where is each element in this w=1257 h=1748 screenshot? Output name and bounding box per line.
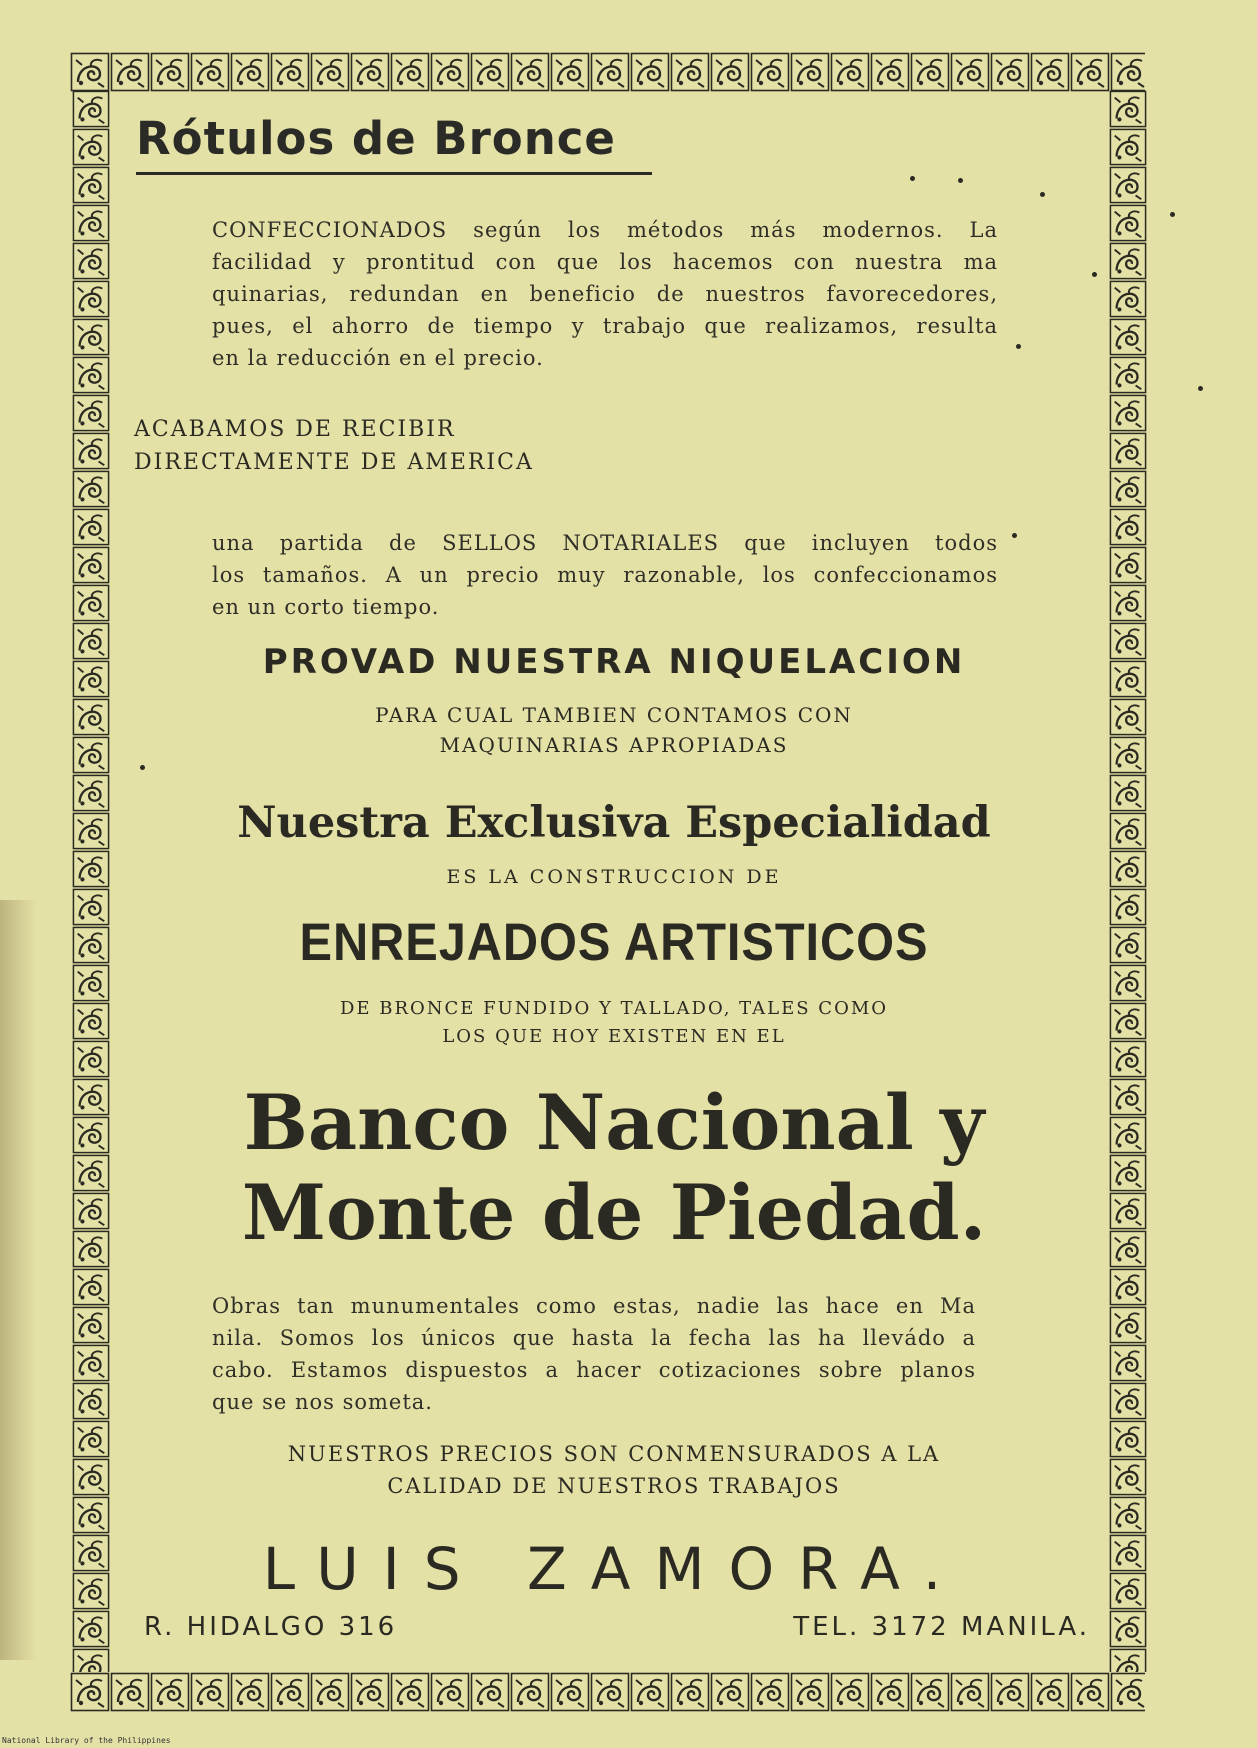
scroll-ornament-icon <box>71 698 111 736</box>
maquinarias-line: MAQUINARIAS APROPIADAS <box>439 733 789 757</box>
scroll-ornament-icon <box>670 52 710 92</box>
banco-heading <box>130 1078 1098 1258</box>
scroll-ornament-icon <box>1030 52 1070 92</box>
scroll-ornament-icon <box>1110 1672 1145 1712</box>
scroll-ornament-icon <box>190 52 230 92</box>
scroll-ornament-icon <box>1108 1496 1148 1534</box>
scroll-ornament-icon <box>1108 1306 1148 1344</box>
scroll-ornament-icon <box>71 1154 111 1192</box>
scroll-ornament-icon <box>670 1672 710 1712</box>
scroll-ornament-icon <box>1108 242 1148 280</box>
scroll-ornament-icon <box>1108 584 1148 622</box>
especialidad-heading: Nuestra Exclusiva Especialidad <box>237 798 991 848</box>
scroll-ornament-icon <box>1108 850 1148 888</box>
scroll-ornament-icon <box>71 1116 111 1154</box>
intro-line: pues, el ahorro de tiempo y trabajo que realizamos, resulta <box>212 314 998 338</box>
scroll-ornament-icon <box>71 812 111 850</box>
bronce-line: LOS QUE HOY EXISTEN EN EL <box>442 1026 786 1047</box>
scroll-ornament-icon <box>1108 1572 1148 1610</box>
scroll-ornament-icon <box>1108 622 1148 660</box>
scroll-ornament-icon <box>71 394 111 432</box>
banco-line: Banco Nacional y <box>243 1078 985 1167</box>
scroll-ornament-icon <box>1108 1648 1148 1672</box>
scroll-ornament-icon <box>71 660 111 698</box>
scroll-ornament-icon <box>830 1672 870 1712</box>
scroll-ornament-icon <box>70 52 110 92</box>
print-speck <box>1092 272 1097 277</box>
scroll-ornament-icon <box>71 356 111 394</box>
scroll-ornament-icon <box>1108 1192 1148 1230</box>
construccion-subheading: ES LA CONSTRUCCION DE <box>446 866 782 888</box>
scroll-ornament-icon <box>1108 394 1148 432</box>
precios-line: CALIDAD DE NUESTROS TRABAJOS <box>387 1474 841 1498</box>
scroll-ornament-icon <box>1108 1078 1148 1116</box>
bronce-line: DE BRONCE FUNDIDO Y TALLADO, TALES COMO <box>339 998 889 1019</box>
scroll-ornament-icon <box>71 1420 111 1458</box>
print-speck <box>1012 533 1017 538</box>
scroll-ornament-icon <box>71 470 111 508</box>
scroll-ornament-icon <box>1108 1534 1148 1572</box>
scroll-ornament-icon <box>550 52 590 92</box>
scroll-ornament-icon <box>1108 926 1148 964</box>
scroll-ornament-icon <box>1108 1230 1148 1268</box>
scroll-ornament-icon <box>1108 166 1148 204</box>
obras-line: que se nos someta. <box>212 1390 433 1414</box>
scroll-ornament-icon <box>750 1672 790 1712</box>
scroll-ornament-icon <box>71 128 111 166</box>
scroll-ornament-icon <box>1108 508 1148 546</box>
scroll-ornament-icon <box>71 1534 111 1572</box>
scroll-ornament-icon <box>71 280 111 318</box>
scroll-ornament-icon <box>310 52 350 92</box>
banco-line: Monte de Piedad. <box>241 1168 987 1257</box>
scroll-ornament-icon <box>1110 52 1145 92</box>
scroll-ornament-icon <box>1108 1458 1148 1496</box>
recibir-notice <box>134 413 534 479</box>
scroll-ornament-icon <box>1108 318 1148 356</box>
ornamental-border-left <box>70 90 112 1672</box>
precios-line: NUESTROS PRECIOS SON CONMENSURADOS A LA <box>287 1442 941 1466</box>
scroll-ornament-icon <box>270 52 310 92</box>
scroll-ornament-icon <box>1108 660 1148 698</box>
scroll-ornament-icon <box>71 584 111 622</box>
obras-line: Obras tan munumentales como estas, nadie las hace en Ma <box>212 1294 976 1318</box>
scroll-ornament-icon <box>1108 736 1148 774</box>
scroll-ornament-icon <box>71 166 111 204</box>
scroll-ornament-icon <box>590 1672 630 1712</box>
scroll-ornament-icon <box>1108 470 1148 508</box>
sellos-line: en un corto tiempo. <box>212 595 440 619</box>
scroll-ornament-icon <box>350 52 390 92</box>
print-speck <box>910 176 915 181</box>
scroll-ornament-icon <box>870 52 910 92</box>
scroll-ornament-icon <box>71 1002 111 1040</box>
scroll-ornament-icon <box>510 1672 550 1712</box>
scroll-ornament-icon <box>1108 280 1148 318</box>
print-speck <box>1040 192 1045 197</box>
scroll-ornament-icon <box>70 1672 110 1712</box>
scroll-ornament-icon <box>71 508 111 546</box>
scroll-ornament-icon <box>950 1672 990 1712</box>
scroll-ornament-icon <box>870 1672 910 1712</box>
scroll-ornament-icon <box>710 52 750 92</box>
scroll-ornament-icon <box>71 850 111 888</box>
scroll-ornament-icon <box>1108 1610 1148 1648</box>
scroll-ornament-icon <box>1108 1002 1148 1040</box>
scroll-ornament-icon <box>1108 90 1148 128</box>
ornamental-border-bottom <box>70 1672 1145 1712</box>
scroll-ornament-icon <box>310 1672 350 1712</box>
scroll-ornament-icon <box>150 1672 190 1712</box>
scroll-ornament-icon <box>1108 1382 1148 1420</box>
scroll-ornament-icon <box>71 1268 111 1306</box>
scroll-ornament-icon <box>1108 1420 1148 1458</box>
scroll-ornament-icon <box>470 52 510 92</box>
scroll-ornament-icon <box>1108 812 1148 850</box>
scroll-ornament-icon <box>71 204 111 242</box>
scroll-ornament-icon <box>790 52 830 92</box>
headline-underline <box>136 172 652 175</box>
obras-paragraph <box>212 1290 976 1418</box>
scroll-ornament-icon <box>710 1672 750 1712</box>
scroll-ornament-icon <box>1108 774 1148 812</box>
scroll-ornament-icon <box>1108 546 1148 584</box>
scroll-ornament-icon <box>1108 128 1148 166</box>
scroll-ornament-icon <box>1108 1344 1148 1382</box>
scroll-ornament-icon <box>390 1672 430 1712</box>
scroll-ornament-icon <box>71 1306 111 1344</box>
scroll-ornament-icon <box>790 1672 830 1712</box>
scroll-ornament-icon <box>71 1496 111 1534</box>
scroll-ornament-icon <box>1108 204 1148 242</box>
company-name: LUIS ZAMORA. <box>262 1535 966 1603</box>
enrejados-heading: ENREJADOS ARTISTICOS <box>299 913 929 972</box>
scroll-ornament-icon <box>550 1672 590 1712</box>
obras-line: cabo. Estamos dispuestos a hacer cotizaciones sobre planos <box>212 1358 976 1382</box>
telephone: TEL. 3172 MANILA. <box>793 1612 1090 1642</box>
intro-paragraph <box>212 214 998 374</box>
scroll-ornament-icon <box>1108 1040 1148 1078</box>
print-speck <box>1170 212 1175 217</box>
scroll-ornament-icon <box>71 1458 111 1496</box>
address: R. HIDALGO 316 <box>144 1612 398 1642</box>
scroll-ornament-icon <box>71 736 111 774</box>
print-speck <box>1198 386 1203 391</box>
scroll-ornament-icon <box>1030 1672 1070 1712</box>
scroll-ornament-icon <box>1108 356 1148 394</box>
scroll-ornament-icon <box>190 1672 230 1712</box>
intro-line: CONFECCIONADOS según los métodos más modernos. La <box>212 218 998 242</box>
scroll-ornament-icon <box>510 52 550 92</box>
scroll-ornament-icon <box>750 52 790 92</box>
sellos-paragraph <box>212 527 998 623</box>
library-credit: National Library of the Philippines <box>2 1736 171 1745</box>
print-speck <box>140 765 145 770</box>
intro-line: quinarias, redundan en beneficio de nuestros favorecedores, <box>212 282 998 306</box>
scroll-ornament-icon <box>71 546 111 584</box>
headline: Rótulos de Bronce <box>136 112 616 165</box>
scroll-ornament-icon <box>230 52 270 92</box>
sellos-line: los tamaños. A un precio muy razonable, los confeccionamos <box>212 563 998 587</box>
scroll-ornament-icon <box>830 52 870 92</box>
scroll-ornament-icon <box>71 1078 111 1116</box>
scroll-ornament-icon <box>910 1672 950 1712</box>
sellos-line: una partida de SELLOS NOTARIALES que incluyen todos <box>212 531 998 555</box>
scroll-ornament-icon <box>1108 964 1148 1002</box>
scroll-ornament-icon <box>71 1192 111 1230</box>
obras-line: nila. Somos los únicos que hasta la fecha las ha llevádo a <box>212 1326 976 1350</box>
intro-line: facilidad y prontitud con que los hacemos con nuestra ma <box>212 250 998 274</box>
precios-note <box>130 1438 1098 1502</box>
scroll-ornament-icon <box>430 1672 470 1712</box>
scroll-ornament-icon <box>71 242 111 280</box>
scroll-ornament-icon <box>270 1672 310 1712</box>
scroll-ornament-icon <box>950 52 990 92</box>
scroll-ornament-icon <box>110 1672 150 1712</box>
scroll-ornament-icon <box>1070 52 1110 92</box>
scroll-ornament-icon <box>350 1672 390 1712</box>
ornamental-border-right <box>1107 90 1149 1672</box>
scroll-ornament-icon <box>71 1344 111 1382</box>
scroll-ornament-icon <box>71 432 111 470</box>
scroll-ornament-icon <box>150 52 190 92</box>
scroll-ornament-icon <box>71 1572 111 1610</box>
scroll-ornament-icon <box>71 888 111 926</box>
scroll-ornament-icon <box>71 1610 111 1648</box>
scroll-ornament-icon <box>990 1672 1030 1712</box>
scroll-ornament-icon <box>390 52 430 92</box>
intro-line: en la reducción en el precio. <box>212 346 544 370</box>
maquinarias-note <box>130 700 1098 760</box>
scroll-ornament-icon <box>71 1230 111 1268</box>
scroll-ornament-icon <box>630 1672 670 1712</box>
recibir-line: ACABAMOS DE RECIBIR <box>134 417 456 442</box>
maquinarias-line: PARA CUAL TAMBIEN CONTAMOS CON <box>375 703 853 727</box>
print-speck <box>1016 344 1021 349</box>
scroll-ornament-icon <box>71 926 111 964</box>
recibir-line: DIRECTAMENTE DE AMERICA <box>134 450 534 475</box>
scroll-ornament-icon <box>71 1648 111 1672</box>
ornamental-border-top <box>70 52 1145 92</box>
scroll-ornament-icon <box>470 1672 510 1712</box>
scroll-ornament-icon <box>1108 698 1148 736</box>
scroll-ornament-icon <box>71 1040 111 1078</box>
scroll-ornament-icon <box>630 52 670 92</box>
scroll-ornament-icon <box>1108 888 1148 926</box>
scroll-ornament-icon <box>71 318 111 356</box>
scroll-ornament-icon <box>910 52 950 92</box>
page-edge-shadow <box>0 900 36 1660</box>
scroll-ornament-icon <box>71 964 111 1002</box>
scroll-ornament-icon <box>1108 432 1148 470</box>
scroll-ornament-icon <box>990 52 1030 92</box>
scroll-ornament-icon <box>71 774 111 812</box>
scroll-ornament-icon <box>230 1672 270 1712</box>
scroll-ornament-icon <box>590 52 630 92</box>
scroll-ornament-icon <box>1108 1154 1148 1192</box>
scroll-ornament-icon <box>1108 1268 1148 1306</box>
scroll-ornament-icon <box>1108 1116 1148 1154</box>
scroll-ornament-icon <box>1070 1672 1110 1712</box>
scroll-ornament-icon <box>71 1382 111 1420</box>
scroll-ornament-icon <box>110 52 150 92</box>
bronce-note <box>130 995 1098 1051</box>
scroll-ornament-icon <box>71 622 111 660</box>
print-speck <box>958 178 963 183</box>
scroll-ornament-icon <box>430 52 470 92</box>
provad-heading: PROVAD NUESTRA NIQUELACION <box>262 642 966 682</box>
scroll-ornament-icon <box>71 90 111 128</box>
